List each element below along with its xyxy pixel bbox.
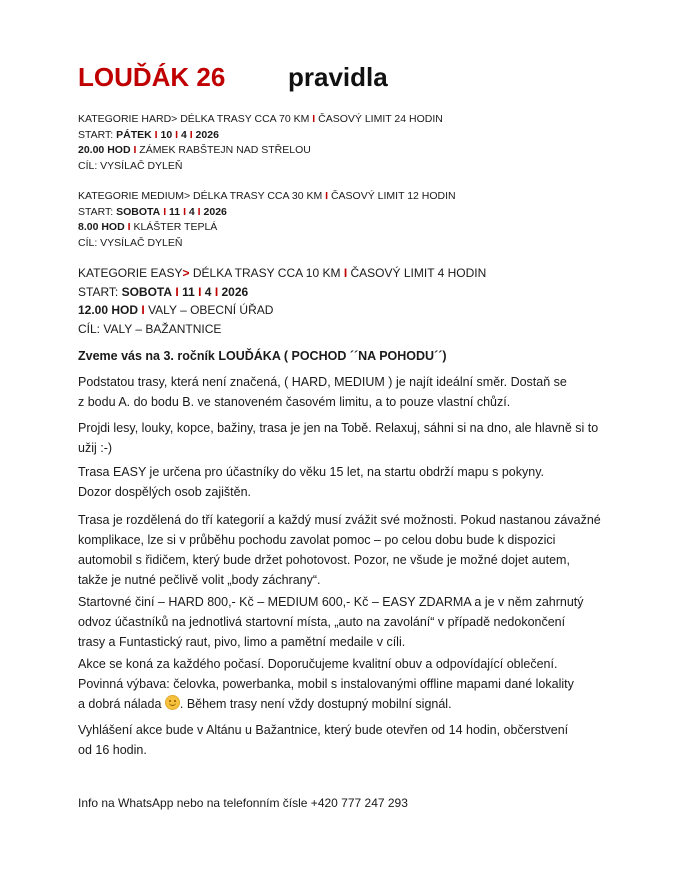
hard-finish: CÍL: VYSÍLAČ DYLEŇ: [78, 159, 183, 172]
paragraph-easy: Trasa EASY je určena pro účastníky do věku 15 let, na startu obdrží mapu s pokyny. Dozor dospělých osob zajištěn.: [78, 465, 544, 499]
easy-time: 12.00 HOD I VALY – OBECNÍ ÚŘAD: [78, 303, 274, 317]
easy-line1: KATEGORIE EASY> DÉLKA TRASY CCA 10 KM I ČASOVÝ LIMIT 4 HODIN: [78, 266, 487, 280]
category-medium: [78, 189, 456, 251]
hard-start: START: PÁTEK I 10 I 4 I 2026: [78, 128, 219, 141]
medium-line1: KATEGORIE MEDIUM> DÉLKA TRASY CCA 30 KM I ČASOVÝ LIMIT 12 HODIN: [78, 190, 456, 202]
medium-time: 8.00 HOD I KLÁŠTER TEPLÁ: [78, 221, 218, 233]
easy-start: START: SOBOTA I 11 I 4 I 2026: [78, 284, 249, 299]
paragraph-relax: Projdi lesy, louky, kopce, bažiny, trasa je jen na Tobě. Relaxuj, sáhni si na dno, ale hlavně si to užij :-): [78, 421, 599, 455]
easy-finish: CÍL: VALY – BAŽANTNICE: [78, 321, 222, 336]
hard-line1: KATEGORIE HARD> DÉLKA TRASY CCA 70 KM I ČASOVÝ LIMIT 24 HODIN: [78, 113, 443, 125]
paragraph-fee: Startovné činí – HARD 800,- Kč – MEDIUM 600,- Kč – EASY ZDARMA a je v něm zahrnutý odvoz účastníků na jednotlivá startovní místa, „auto na zavolání“ v případě nedokončení trasy a Funtastický raut, pivo, limo a pamětní medaile v cíli.: [78, 595, 584, 649]
invitation-heading: Zveme vás na 3. ročník LOUĎÁKA ( POCHOD ´´NA POHODU´´): [78, 349, 447, 363]
paragraph-announcement: Vyhlášení akce bude v Altánu u Bažantnice, který bude otevřen od 14 hodin, občerstvení od 16 hodin.: [78, 723, 569, 757]
medium-start: START: SOBOTA I 11 I 4 I 2026: [78, 205, 227, 218]
medium-finish: CÍL: VYSÍLAČ DYLEŇ: [78, 236, 183, 249]
event-title: LOUĎÁK 26: [78, 62, 226, 92]
category-easy: [78, 264, 486, 338]
contact-info: Info na WhatsApp nebo na telefonním čísle +420 777 247 293: [78, 796, 408, 810]
page-subtitle: pravidla: [288, 62, 388, 92]
hard-time: 20.00 HOD I ZÁMEK RABŠTEJN NAD STŘELOU: [78, 144, 311, 156]
paragraph-categories: Trasa je rozdělená do tří kategorií a každý musí zvážit své možnosti. Pokud nastanou závažné komplikace, lze si v průběhu pochodu zavolat pomoc – po celou dobu bude k dispozici automobil s řidičem, který bude držet pohotovost. Pozor, ne všude je možné dojet autem, takže je nutné pečlivě volit „body záchrany“.: [78, 513, 601, 587]
paragraph-equipment: Akce se koná za každého počasí. Doporučujeme kvalitní obuv a odpovídající oblečení. Povinná výbava: čelovka, powerbanka, mobil s instalovanými offline mapami dané lokality a dobrá nálada . Během trasy není vždy dostupný mobilní signál.: [78, 657, 574, 711]
smiley-emoji-icon: [165, 695, 180, 710]
paragraph-route: Podstatou trasy, která není značená, ( HARD, MEDIUM ) je najít ideální směr. Dostaň se z bodu A. do bodu B. ve stanoveném časovém limitu, a to pouze vlastní chůzí.: [78, 375, 567, 409]
category-hard: [78, 112, 443, 174]
